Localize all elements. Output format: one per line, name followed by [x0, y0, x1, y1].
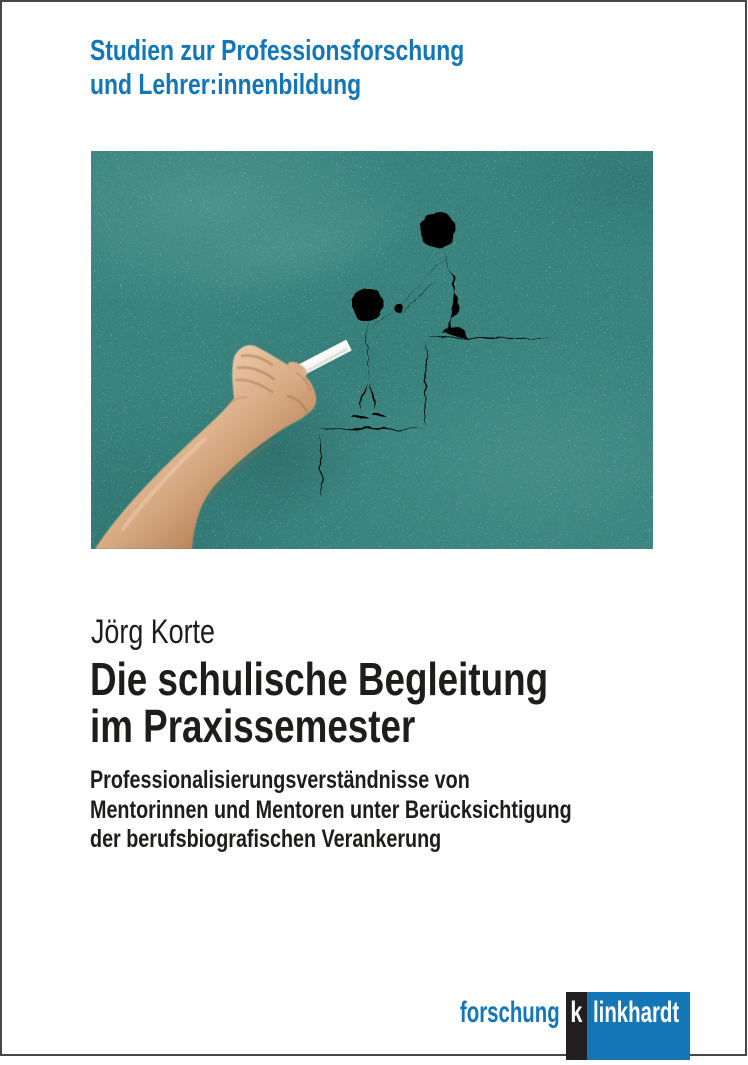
- series-title-line-2: und Lehrer:innenbildung: [90, 69, 362, 101]
- klinkhardt-k-letter: k: [570, 996, 583, 1029]
- series-title: [90, 34, 464, 102]
- klinkhardt-k-box: [566, 992, 587, 1060]
- book-subtitle-line-3: der berufsbiografischen Verankerung: [90, 825, 442, 853]
- cover-photo: [91, 151, 653, 549]
- klinkhardt-wordmark-box: [587, 992, 690, 1060]
- forschung-wordmark: forschung: [460, 996, 560, 1029]
- series-title-line-1: Studien zur Professionsforschung: [90, 35, 465, 67]
- book-subtitle-line-2: Mentorinnen und Mentoren unter Berücksichtigung: [90, 795, 572, 824]
- book-title-line-2: im Praxissemester: [90, 700, 416, 752]
- book-title-line-1: Die schulische Begleitung: [90, 653, 549, 705]
- author-name: Jörg Korte: [91, 613, 215, 651]
- book-title: [90, 653, 549, 752]
- book-subtitle: [90, 766, 572, 855]
- book-subtitle-line-1: Professionalisierungsverständnisse von: [90, 766, 470, 794]
- klinkhardt-wordmark: linkhardt: [593, 996, 680, 1029]
